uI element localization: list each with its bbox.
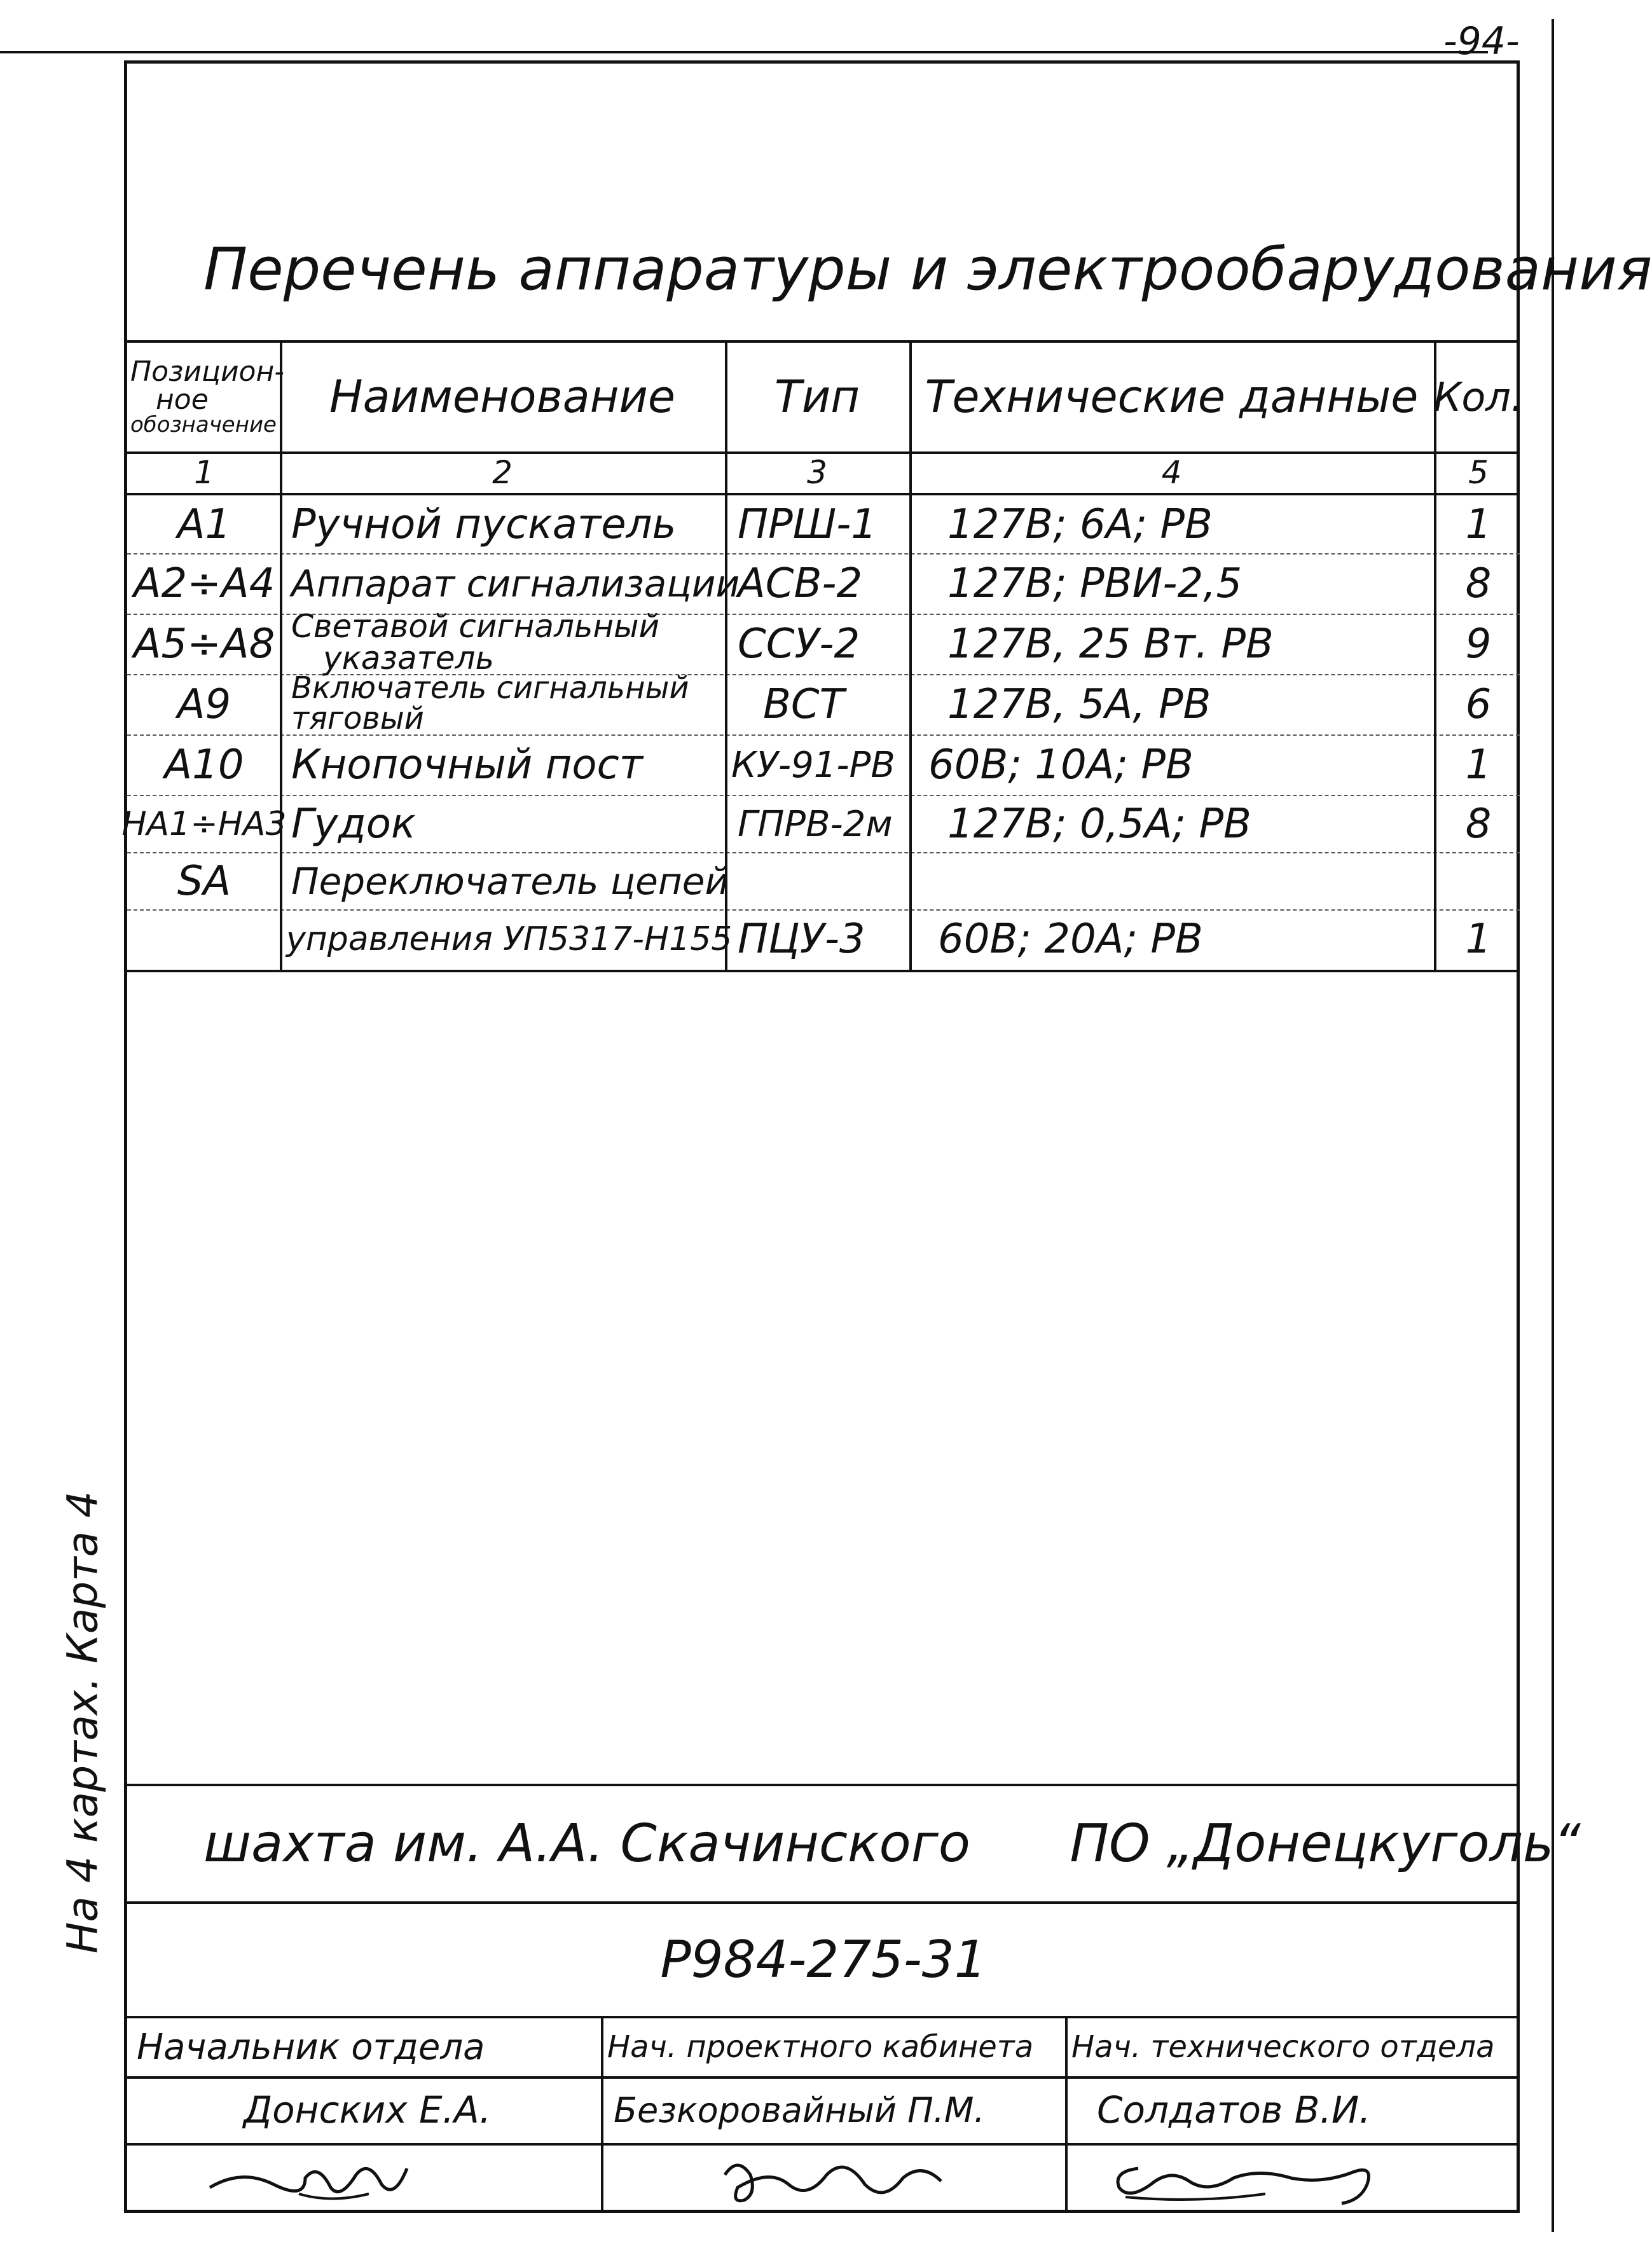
table-bottom-line <box>127 970 1520 972</box>
header-position: Позицион- ное обозначение <box>130 355 285 438</box>
col-divider-1 <box>280 340 282 970</box>
header-name: Наименование <box>329 371 675 423</box>
signature-2 <box>712 2149 954 2210</box>
stamp-organization: шахта им. А.А. Скачинского ПО „Донецкуголь“ <box>203 1813 1581 1874</box>
cell-qty <box>1437 853 1520 909</box>
cell-type: ВСТ <box>763 681 844 728</box>
stamp-position-3: Нач. технического отдела <box>1071 2029 1495 2065</box>
cell-qty: 8 <box>1465 801 1492 848</box>
cell-position: A1 <box>177 501 231 548</box>
cell-name: Переключатель цепей <box>291 860 729 903</box>
cell-tech: 127В; 0,5А; РВ <box>947 801 1251 848</box>
right-edge-line <box>1552 19 1554 2232</box>
cell-name: Ручной пускатель <box>291 501 677 548</box>
stamp-position-1: Начальник отдела <box>137 2026 485 2068</box>
cell-qty: 9 <box>1465 621 1492 668</box>
cell-qty: 1 <box>1465 741 1492 789</box>
cell-tech: 127В; 6А; РВ <box>947 501 1213 548</box>
colnum-3: 3 <box>807 454 827 491</box>
cell-name: управления УП5317-Н155 <box>286 920 733 958</box>
cell-type: АСВ-2 <box>738 560 863 607</box>
cell-tech: 60В; 10А; РВ <box>928 741 1194 789</box>
colnum-2: 2 <box>492 454 513 491</box>
header-type: Тип <box>774 371 860 423</box>
cell-type: КУ-91-РВ <box>731 744 895 786</box>
signature-1 <box>203 2149 420 2210</box>
cell-type: ГПРВ-2м <box>738 803 893 845</box>
stamp-divider-1 <box>601 2016 603 2213</box>
stamp-divider-2 <box>1065 2016 1068 2213</box>
cell-type: ПЦУ-3 <box>738 916 865 963</box>
col-divider-4 <box>1434 340 1436 970</box>
cell-name: Светавой сигнальный указатель <box>291 608 660 677</box>
cell-type <box>738 853 906 909</box>
cell-type: ПРШ-1 <box>738 501 877 548</box>
cell-position: A9 <box>177 681 231 728</box>
cell-name: Включатель сигнальный тяговый <box>291 670 689 736</box>
cell-tech: 60В; 20А; РВ <box>938 916 1203 963</box>
stamp-name-3: Солдатов В.И. <box>1097 2088 1371 2132</box>
stamp-line-5 <box>127 2143 1520 2146</box>
cell-qty: 6 <box>1465 681 1492 728</box>
cell-position: A5÷A8 <box>133 621 275 668</box>
cell-tech: 127В, 5А, РВ <box>947 681 1211 728</box>
cell-name: Аппарат сигнализации <box>291 562 740 605</box>
cell-position <box>130 911 278 968</box>
stamp-name-1: Донских Е.А. <box>243 2088 492 2132</box>
cell-tech: 127В, 25 Вт. РВ <box>947 621 1274 668</box>
cell-qty: 8 <box>1465 560 1492 607</box>
cell-tech <box>947 853 1431 909</box>
colnum-5: 5 <box>1468 454 1489 491</box>
stamp-name-2: Безкоровайный П.М. <box>614 2090 985 2130</box>
page-number: -94- <box>1443 19 1520 64</box>
page-title: Перечень аппаратуры и электрообарудования <box>203 235 1652 303</box>
stamp-document-code: Р984-275-31 <box>660 1929 987 1989</box>
cell-name: Гудок <box>291 801 416 848</box>
cell-qty: 1 <box>1465 916 1492 963</box>
header-tech: Технические данные <box>925 371 1419 423</box>
stamp-line-3 <box>127 2016 1520 2018</box>
side-note: На 4 картах. Карта 4 <box>58 1491 107 1954</box>
cell-position: A10 <box>164 741 244 789</box>
colnum-4: 4 <box>1161 454 1182 491</box>
stamp-top-line <box>127 1784 1520 1786</box>
cell-name: Кнопочный пост <box>291 741 644 789</box>
colnum-1: 1 <box>194 454 214 491</box>
top-edge-line <box>0 51 1488 53</box>
cell-type: ССУ-2 <box>738 621 860 668</box>
cell-position: SA <box>177 858 231 905</box>
header-qty: Кол. <box>1433 373 1524 420</box>
cell-tech: 127В; РВИ-2,5 <box>947 560 1242 607</box>
col-divider-3 <box>909 340 912 970</box>
cell-qty: 1 <box>1465 501 1492 548</box>
signature-3 <box>1100 2149 1393 2210</box>
stamp-position-2: Нач. проектного кабинета <box>607 2029 1034 2065</box>
cell-position: A2÷A4 <box>133 560 275 607</box>
table-top-line <box>127 340 1520 343</box>
table-colnum-line <box>127 493 1520 495</box>
cell-position: HA1÷HA3 <box>121 805 287 843</box>
stamp-line-2 <box>127 1901 1520 1904</box>
